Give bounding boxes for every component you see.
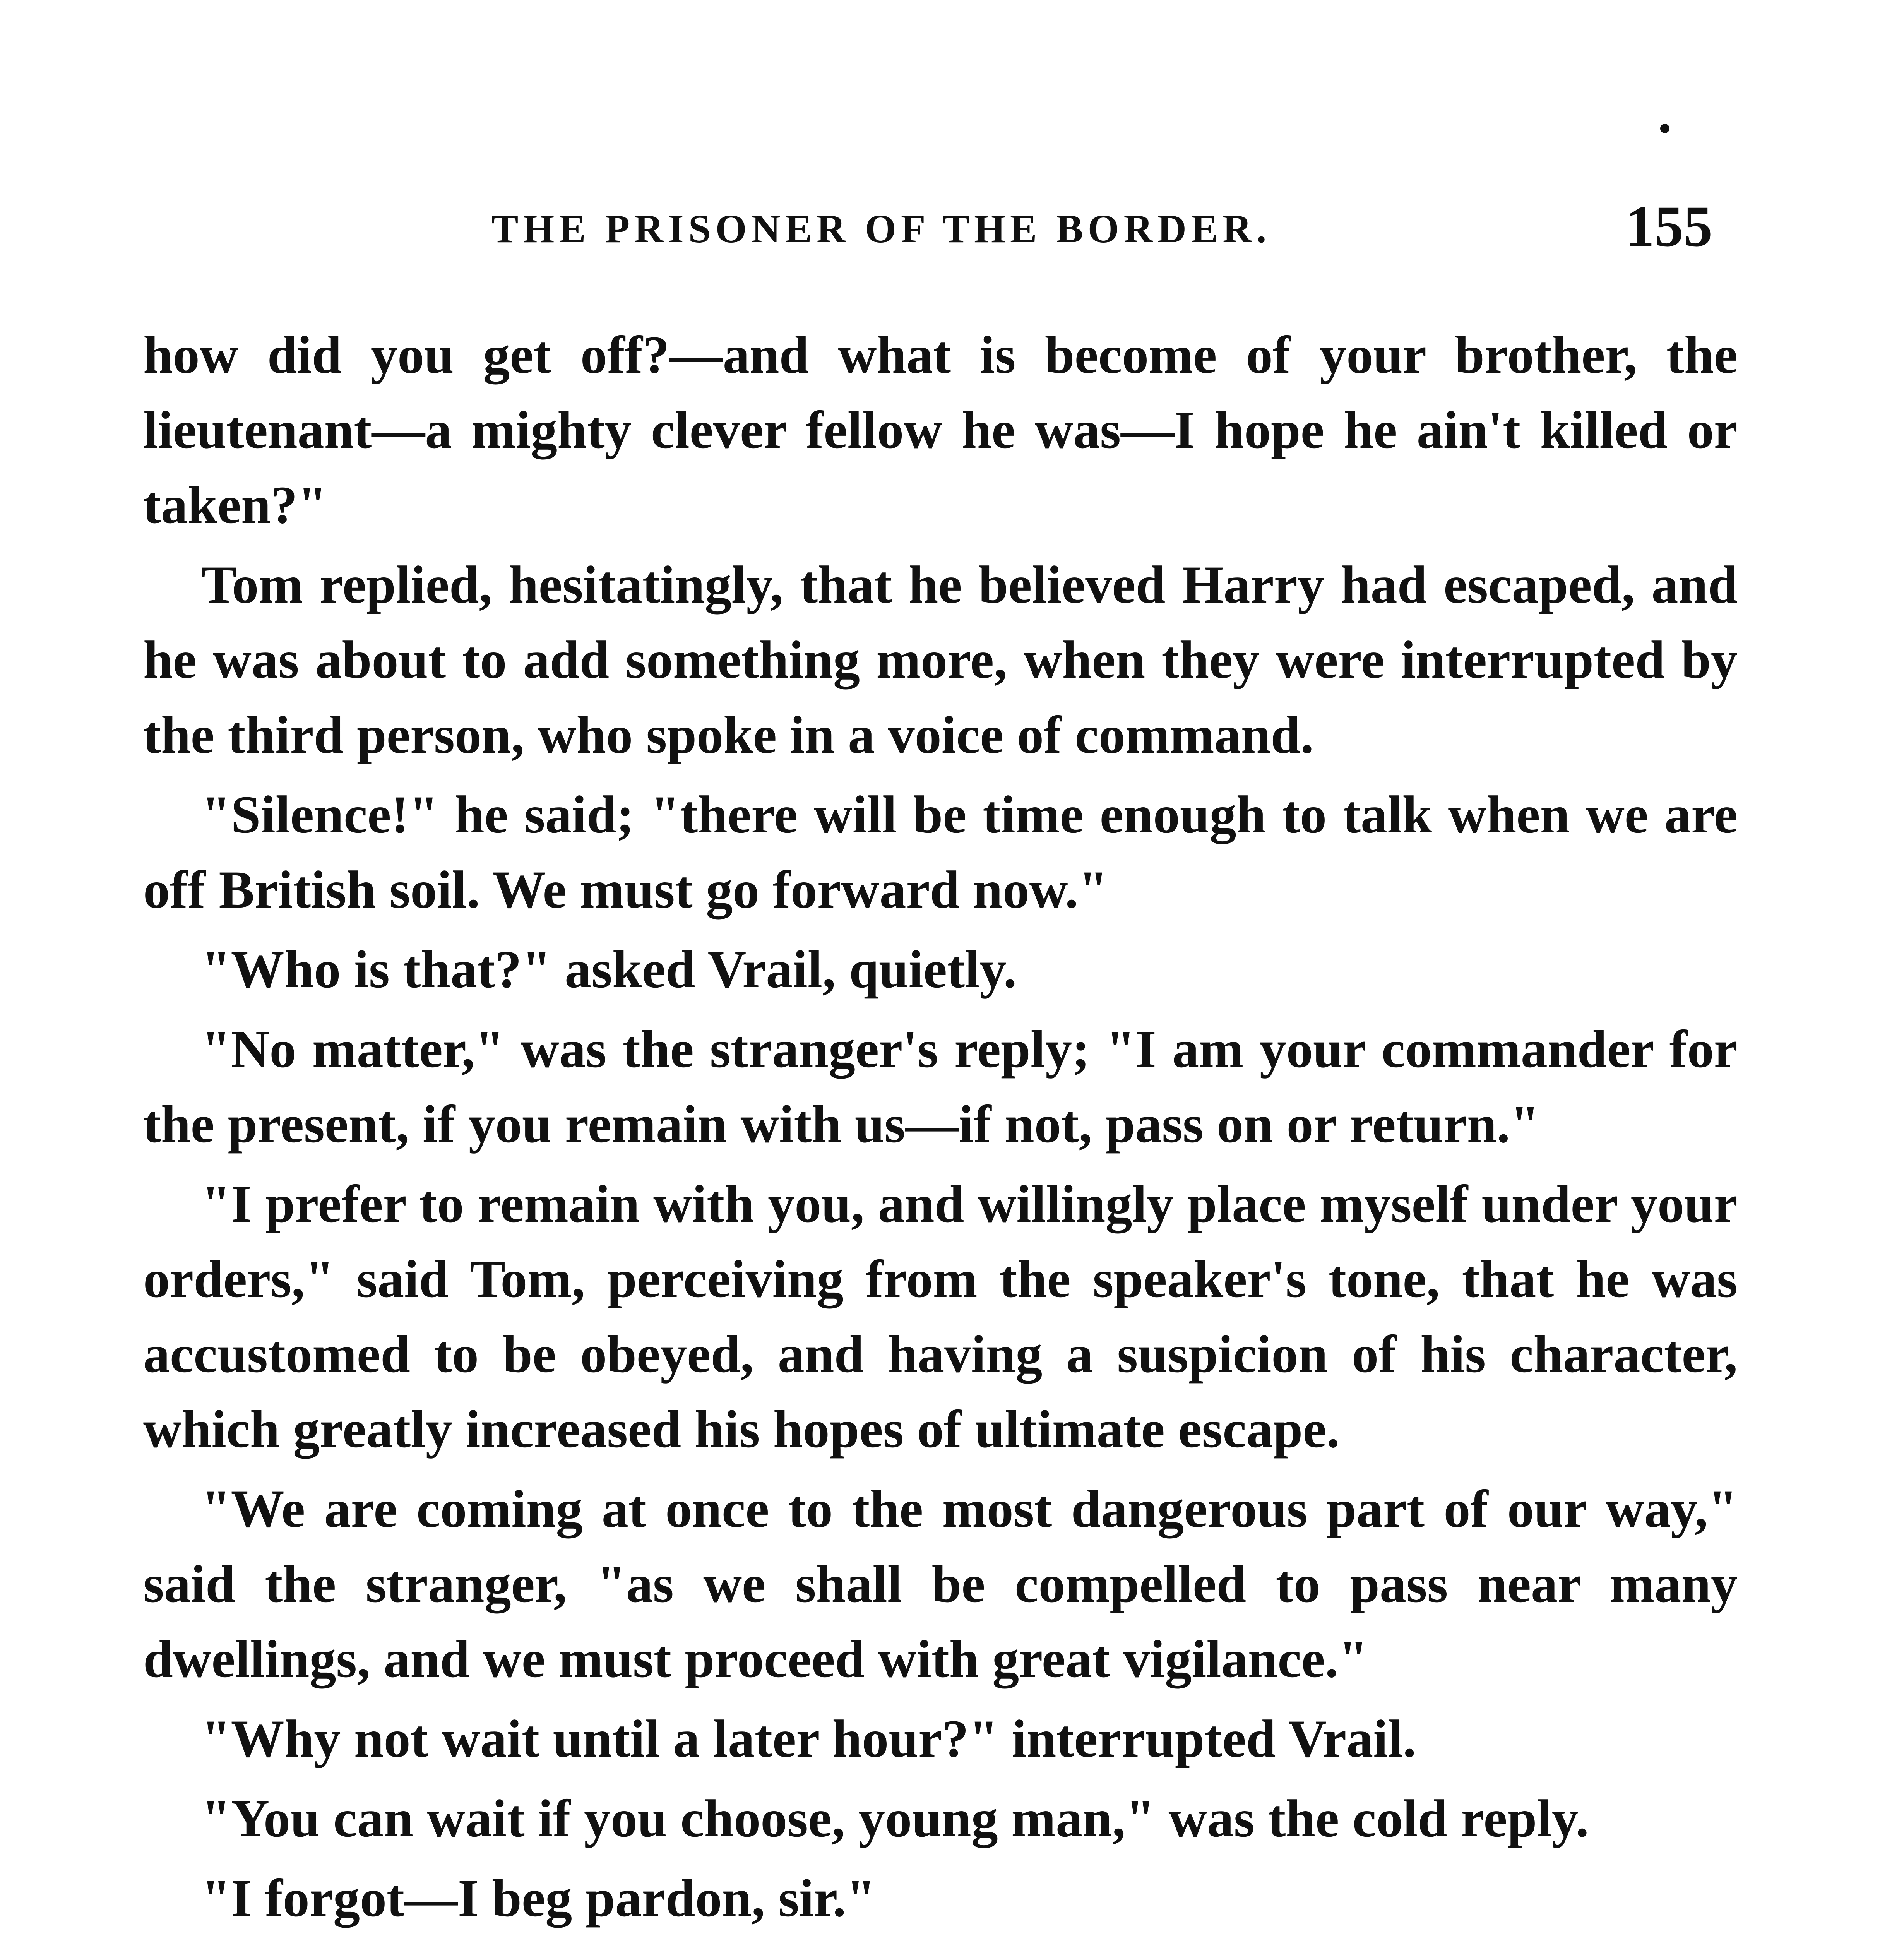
paragraph: "Who is that?" asked Vrail, quietly. xyxy=(201,940,1017,999)
paragraph: how did you get off?—and what is become of your brother, the lieutenant—a mighty clever fellow he was—I hope he ain't killed or taken?" xyxy=(143,325,1738,534)
body-text xyxy=(143,317,1738,1935)
paragraph: "I forgot—I beg pardon, sir." xyxy=(201,1868,876,1928)
ink-speck xyxy=(1660,124,1669,133)
page-number: 155 xyxy=(1625,194,1712,259)
paragraph: "You can wait if you choose, young man," was the cold reply. xyxy=(201,1789,1589,1848)
paragraph: "Why not wait until a later hour?" interrupted Vrail. xyxy=(201,1709,1416,1768)
page-header xyxy=(0,182,1904,259)
paragraph: "I prefer to remain with you, and willingly place myself under your orders," said Tom, perceiving from the speaker's tone, that he was accustomed to be obeyed, and having a suspicion of his character, which greatly increased his hopes of ultimate escape. xyxy=(143,1174,1738,1459)
running-title: THE PRISONER OF THE BORDER. xyxy=(491,207,1271,251)
paragraph: Tom replied, hesitatingly, that he believed Harry had escaped, and he was about to add something more, when they were interrupted by the third person, who spoke in a voice of command. xyxy=(143,555,1738,764)
paragraph: "We are coming at once to the most dangerous part of our way," said the stranger, "as we shall be compelled to pass near many dwellings, and we must proceed with great vigilance." xyxy=(143,1479,1738,1688)
paragraph: "No matter," was the stranger's reply; "I am your commander for the present, if you remain with us—if not, pass on or return." xyxy=(143,1019,1738,1154)
paragraph: "Silence!" he said; "there will be time enough to talk when we are off British soil. We must go forward now." xyxy=(143,785,1738,919)
